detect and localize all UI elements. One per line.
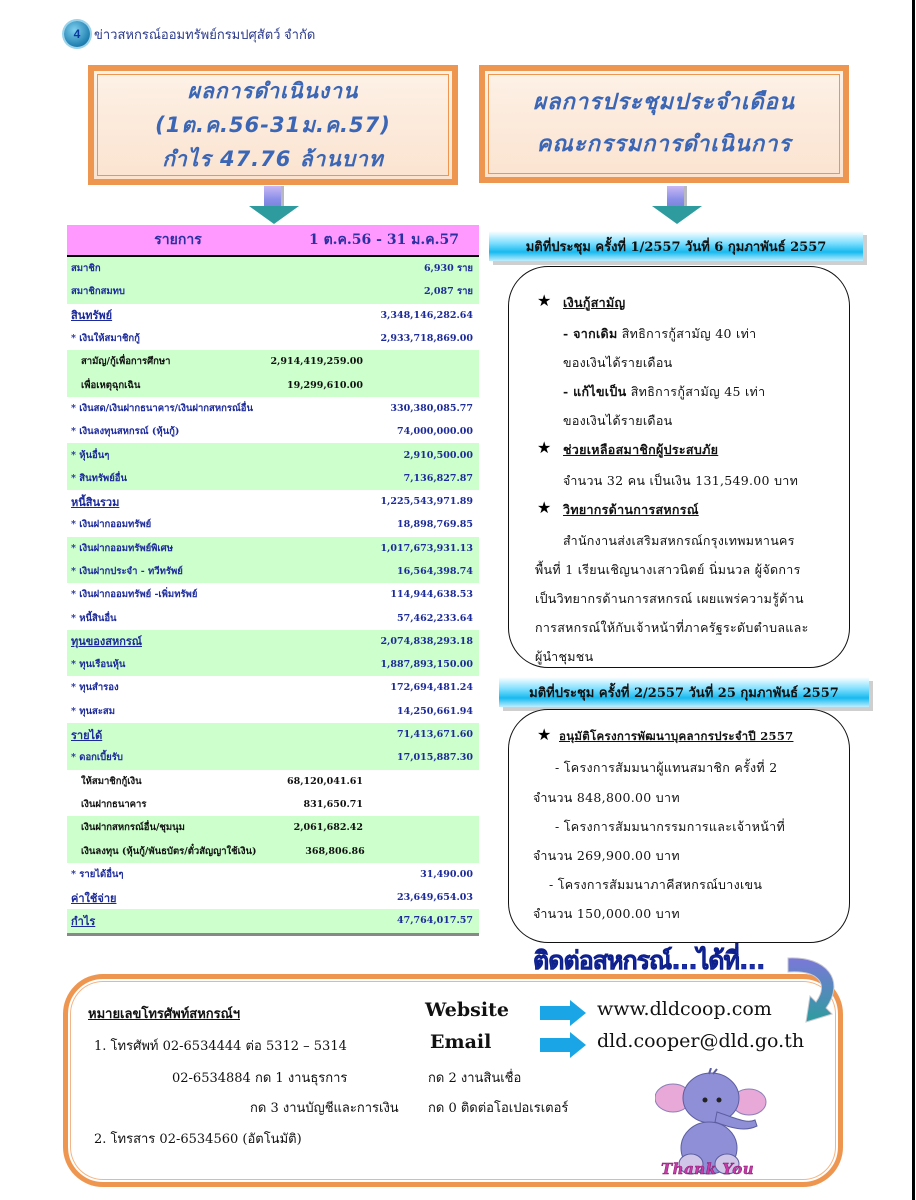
table-row (67, 630, 479, 653)
table-row (67, 443, 479, 466)
performance-title-line1: ผลการดำเนินงาน (187, 79, 359, 103)
row-label: * รายได้อื่นๆ (71, 868, 124, 880)
column-header-period: 1 ต.ค.56 - 31 ม.ค.57 (308, 232, 460, 248)
phone-heading: หมายเลขโทรศัพท์สหกรณ์ฯ (88, 1007, 240, 1022)
table-row (67, 909, 479, 932)
down-arrow-icon (249, 186, 299, 226)
training-line-1: - โครงการสัมมนาผู้แทนสมาชิก ครั้งที่ 2 (555, 760, 778, 775)
row-sub-value: 19,299,610.00 (286, 379, 363, 391)
row-label: เพื่อเหตุฉุกเฉิน (81, 379, 141, 391)
row-label: * หนี้สินอื่น (71, 612, 117, 624)
row-label: สินทรัพย์ (71, 309, 113, 323)
row-label: สมาชิก (71, 263, 101, 275)
row-value: 114,944,638.53 (390, 589, 473, 601)
loan-line-3-bold: - แก้ไขเป็น (563, 384, 627, 399)
table-row (67, 746, 479, 769)
loan-section-title: เงินกู้สามัญ (563, 295, 626, 310)
disaster-line-1: จำนวน 32 คน เป็นเงิน 131,549.00 บาท (563, 473, 799, 488)
column-header-item: รายการ (154, 232, 202, 248)
performance-title-box (88, 65, 458, 185)
row-label: * ทุนสำรอง (71, 682, 119, 694)
table-row (67, 373, 479, 396)
speaker-line-4: การสหกรณ์ให้กับเจ้าหน้าที่ภาครัฐระดับตำบลและ (535, 620, 809, 635)
row-value: 17,015,887.30 (396, 752, 473, 764)
row-label: เงินลงทุน (หุ้นกู้/พันธบัตร/ตั๋วสัญญาใช้เงิน) (81, 845, 257, 857)
page-edge-rule (912, 0, 915, 1200)
table-row (67, 863, 479, 886)
table-row (67, 467, 479, 490)
website-link[interactable]: www.dldcoop.com (597, 998, 772, 1020)
table-row (67, 723, 479, 746)
row-value: 6,930 ราย (423, 263, 473, 275)
page-number-badge (64, 21, 90, 47)
speaker-section-title: วิทยากรด้านการสหกรณ์ (563, 502, 699, 517)
row-value: 71,413,671.60 (396, 729, 473, 741)
meeting1-card (508, 266, 850, 668)
table-header (67, 225, 479, 257)
speaker-line-1: สำนักงานส่งเสริมสหกรณ์กรุงเทพมหานคร (563, 533, 795, 548)
meeting-title-line1: ผลการประชุมประจำเดือน (533, 90, 795, 115)
row-label: * สินทรัพย์อื่น (71, 472, 127, 484)
table-row (67, 770, 479, 793)
table-row (67, 816, 479, 839)
performance-title-line2: (1ต.ค.56-31ม.ค.57) (155, 113, 391, 137)
loan-line-1-bold: - จากเดิม (563, 326, 618, 341)
meeting2-card (508, 709, 850, 943)
press-0: กด 0 ติดต่อโอเปอเรเตอร์ (428, 1101, 569, 1116)
speaker-line-5: ผู้นำชุมชน (535, 649, 594, 664)
phone-line-2: 02-6534884 กด 1 งานธุรการ (172, 1071, 348, 1086)
row-label: * เงินฝากออมทรัพย์ -เพิ่มทรัพย์ (71, 589, 198, 601)
table-row (67, 653, 479, 676)
row-label: ทุนของสหกรณ์ (71, 635, 143, 649)
table-row (67, 793, 479, 816)
row-label: * เงินสด/เงินฝากธนาคาร/เงินฝากสหกรณ์อื่น (71, 402, 253, 414)
speaker-line-3: เป็นวิทยากรด้านการสหกรณ์ เผยแพร่ความรู้ด้าน (535, 591, 804, 606)
row-label: สมาชิกสมทบ (71, 286, 125, 298)
contact-title: ติดต่อสหกรณ์...ได้ที่... (533, 946, 765, 975)
row-label: * เงินฝากประจำ - ทวีทรัพย์ (71, 566, 183, 577)
row-value: 23,649,654.03 (396, 892, 473, 904)
financial-table (67, 225, 479, 936)
row-value: 172,694,481.24 (390, 682, 473, 694)
page-number: 4 (73, 27, 81, 41)
loan-line-3 (563, 382, 765, 402)
row-value: 16,564,398.74 (396, 566, 473, 577)
training-line-4: จำนวน 269,900.00 บาท (533, 848, 680, 863)
row-value: 3,348,146,282.64 (380, 309, 473, 321)
training-section-title: อนุมัติโครงการพัฒนาบุคลากรประจำปี 2557 (559, 729, 794, 743)
star-icon: ★ (537, 725, 552, 744)
row-value: 18,898,769.85 (396, 519, 473, 531)
loan-line-3-rest: สิทธิการกู้สามัญ 45 เท่า (626, 384, 766, 399)
star-icon: ★ (537, 438, 552, 457)
table-row (67, 397, 479, 420)
row-sub-value: 68,120,041.61 (286, 775, 363, 787)
row-label: * เงินลงทุนสหกรณ์ (หุ้นกู้) (71, 426, 180, 438)
row-label: กำไร (71, 914, 96, 928)
table-row (67, 606, 479, 629)
row-value: 1,225,543,971.89 (380, 496, 473, 508)
row-label: รายได้ (71, 728, 103, 742)
table-row (67, 700, 479, 723)
disaster-section-title: ช่วยเหลือสมาชิกผู้ประสบภัย (563, 442, 719, 457)
website-label: Website (425, 999, 509, 1021)
row-label: * ทุนเรือนหุ้น (71, 659, 126, 671)
meeting2-ribbon: มติที่ประชุม ครั้งที่ 2/2557 วันที่ 25 กุมภาพันธ์ 2557 (499, 677, 869, 707)
table-row (67, 886, 479, 909)
table-row (67, 490, 479, 513)
training-line-6: จำนวน 150,000.00 บาท (533, 906, 680, 921)
press-3: กด 3 งานบัญชีและการเงิน (250, 1101, 399, 1116)
row-label: * เงินให้สมาชิกกู้ (71, 333, 140, 345)
row-value: 14,250,661.94 (396, 705, 473, 717)
email-label: Email (430, 1031, 492, 1053)
row-value: 2,933,718,869.00 (380, 333, 473, 345)
table-row (67, 420, 479, 443)
phone-line-1: 1. โทรศัพท์ 02-6534444 ต่อ 5312 – 5314 (94, 1039, 347, 1054)
row-label: * เงินฝากออมทรัพย์ (71, 519, 152, 531)
row-label: * ดอกเบี้ยรับ (71, 752, 123, 764)
table-row (67, 513, 479, 536)
newsletter-header (64, 21, 315, 47)
table-row (67, 583, 479, 606)
meeting-title-line2: คณะกรรมการดำเนินการ (536, 132, 792, 157)
speaker-line-2: พื้นที่ 1 เรียนเชิญนางเสาวนิตย์ นิ่มนวล ผู้จัดการ (535, 562, 801, 577)
training-line-3: - โครงการสัมมนากรรมการและเจ้าหน้าที่ (555, 819, 785, 834)
row-value: 2,087 ราย (423, 286, 473, 298)
star-icon: ★ (537, 291, 552, 310)
table-row (67, 350, 479, 373)
row-value: 2,910,500.00 (403, 449, 473, 461)
row-sub-value: 2,061,682.42 (293, 822, 363, 834)
row-label: เงินฝากธนาคาร (81, 798, 147, 810)
meeting-title-box (479, 65, 849, 183)
email-link[interactable]: dld.cooper@dld.go.th (597, 1030, 805, 1052)
row-value: 1,887,893,150.00 (380, 659, 473, 671)
loan-line-1 (563, 324, 756, 344)
row-value: 7,136,827.87 (403, 472, 473, 484)
table-row (67, 304, 479, 327)
row-sub-value: 368,806.86 (305, 845, 365, 857)
row-label: ค่าใช้จ่าย (71, 891, 117, 905)
table-row (67, 327, 479, 350)
table-row (67, 280, 479, 303)
row-value: 57,462,233.64 (396, 612, 473, 624)
star-icon: ★ (537, 498, 552, 517)
table-body (67, 257, 479, 933)
row-value: 74,000,000.00 (396, 426, 473, 438)
loan-line-4: ของเงินได้รายเดือน (563, 413, 673, 428)
row-value: 2,074,838,293.18 (380, 635, 473, 647)
row-value: 330,380,085.77 (390, 402, 473, 414)
loan-line-1-rest: สิทธิการกู้สามัญ 40 เท่า (617, 326, 757, 341)
row-sub-value: 2,914,419,259.00 (270, 356, 363, 368)
performance-title-line3: กำไร 47.76 ล้านบาท (162, 147, 384, 171)
row-label: เงินฝากสหกรณ์อื่น/ชุมนุม (81, 822, 185, 834)
row-label: สามัญ/กู้เพื่อการศึกษา (81, 356, 171, 368)
meeting1-ribbon: มติที่ประชุม ครั้งที่ 1/2557 วันที่ 6 กุมภาพันธ์ 2557 (489, 231, 863, 261)
training-line-5: - โครงการสัมมนาภาคีสหกรณ์บางเขน (549, 877, 763, 892)
row-sub-value: 831,650.71 (303, 798, 363, 810)
row-value: 31,490.00 (420, 868, 473, 880)
press-2: กด 2 งานสินเชื่อ (428, 1071, 522, 1086)
table-row (67, 560, 479, 583)
thank-you-text: Thank You (661, 1160, 755, 1178)
right-arrow-icon (540, 1032, 588, 1058)
right-arrow-icon (540, 1000, 588, 1026)
fax-line: 2. โทรสาร 02-6534560 (อัตโนมัติ) (94, 1132, 302, 1147)
row-label: หนี้สินรวม (71, 495, 120, 509)
table-row (67, 676, 479, 699)
row-value: 47,764,017.57 (396, 915, 473, 927)
table-row (67, 537, 479, 560)
training-line-2: จำนวน 848,800.00 บาท (533, 790, 680, 805)
down-arrow-icon (652, 186, 702, 226)
row-value: 1,017,673,931.13 (380, 542, 473, 554)
row-label: * เงินฝากออมทรัพย์พิเศษ (71, 542, 173, 554)
row-label: * หุ้นอื่นๆ (71, 449, 110, 461)
table-row (67, 839, 479, 862)
newsletter-title: ข่าวสหกรณ์ออมทรัพย์กรมปศุสัตว์ จำกัด (94, 26, 316, 42)
row-label: * ทุนสะสม (71, 705, 115, 717)
table-bottom-rule (67, 933, 479, 936)
curved-arrow-icon (786, 950, 846, 1030)
table-row (67, 257, 479, 280)
loan-line-2: ของเงินได้รายเดือน (563, 355, 673, 370)
row-label: ให้สมาชิกกู้เงิน (81, 775, 142, 787)
